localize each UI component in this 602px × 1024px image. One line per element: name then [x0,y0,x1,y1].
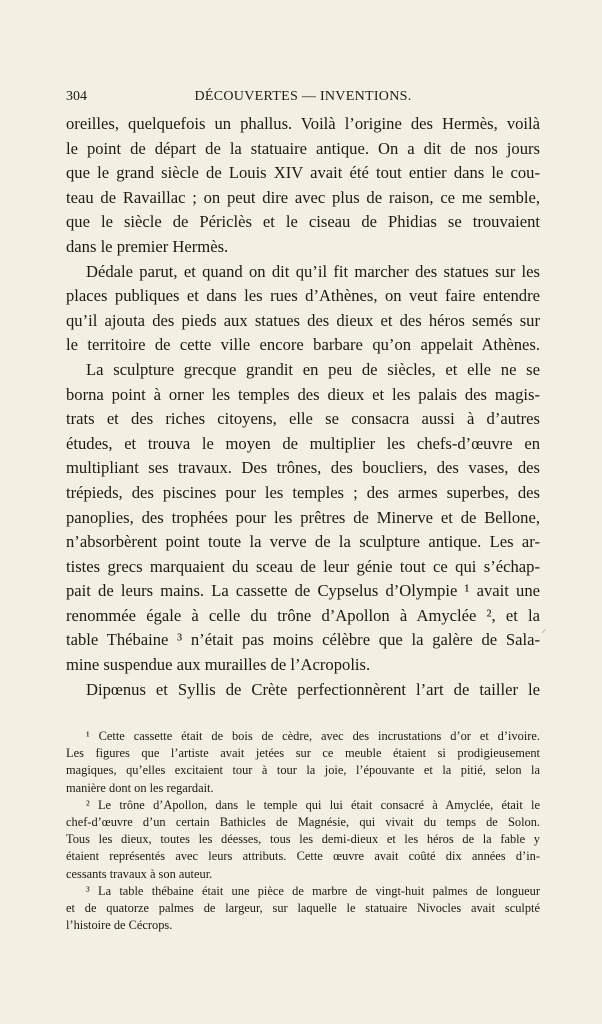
footnote-line: chef-d’œuvre d’un certain Bathicles de Magnésie, qui vivait du temps de Solon. [66,814,540,829]
text-line: études, et trouva le moyen de multiplier les chefs-d’œuvre en [66,433,540,453]
text-line: Dédale parut, et quand on dit qu’il fit marcher des statues sur les [86,261,540,281]
text-line: le point de départ de la statuaire antique. On a dit de nos jours [66,138,540,158]
main-text [66,112,540,702]
page-number: 304 [66,89,87,104]
footnote-line: étaient représentés avec leurs attributs. Cette œuvre avait coûté dix années d’in- [66,849,540,864]
footnote-line: Tous les dieux, toutes les déesses, tous les demi-dieux et les héros de la fable y [66,832,540,847]
text-line: oreilles, quelquefois un phallus. Voilà l’origine des Hermès, voilà [66,114,540,133]
text-line: le territoire de cette ville encore barbare qu’on appelait Athènes. [66,335,540,355]
footnote-line: et de quatorze palmes de largeur, sur laquelle le statuaire Nivocles avait sculpté [66,900,540,915]
footnote-line: ² Le trône d’Apollon, dans le temple qui lui était consacré à Amyclée, était le [86,797,540,812]
text-line: multipliant ses travaux. Des trônes, des boucliers, des vases, des [66,458,540,478]
footnote-line: l’histoire de Cécrops. [66,918,173,933]
text-line: renommée égale à celle du trône d’Apollon à Amyclée ², et la [66,605,540,625]
footnote-line: manière dont on les regardait. [66,780,214,795]
footnote-line: cessants travaux à son auteur. [66,866,213,881]
text-line: que le siècle de Périclès et le ciseau de Phidias se trouvaient [66,212,540,232]
text-line: teau de Ravaillac ; on peut dire avec plus de raison, ce me semble, [66,187,540,207]
text-line: tistes grecs marquaient du sceau de leur génie tout ce qui s’échap- [66,556,540,576]
text-line: Dipœnus et Syllis de Crète perfectionnèrent l’art de tailler le [86,679,540,699]
text-line: trats et des riches citoyens, elle se consacra aussi à d’autres [66,409,540,429]
text-line: panoplies, des trophées pour les prêtres de Minerve et de Bellone, [66,507,540,527]
footnote-line: Les figures que l’artiste avait jetées sur ce meuble étaient si prodigieusement [66,746,540,761]
footnote-line: magiques, qu’elles excitaient tour à tour la joie, l’épouvante et la pitié, selon la [66,763,540,778]
margin-mark: ⸍ [541,628,547,640]
text-line: qu’il ajouta des pieds aux statues des dieux et des héros semés sur [66,310,540,330]
text-line: dans le premier Hermès. [66,236,229,256]
text-line: places publiques et dans les rues d’Athènes, on veut faire entendre [66,286,540,306]
footnote-line: ¹ Cette cassette était de bois de cèdre, avec des incrustations d’or et d’ivoire. [86,729,540,743]
footnote-line: ³ La table thébaine était une pièce de marbre de vingt-huit palmes de longueur [86,883,540,898]
text-line: trépieds, des piscines pour les temples ; des armes superbes, des [66,482,540,502]
footnotes [66,728,540,934]
text-line: La sculpture grecque grandit en peu de siècles, et elle ne se [86,359,540,379]
running-title: DÉCOUVERTES — INVENTIONS. [194,89,412,104]
text-line: n’absorbèrent point toute la verve de la sculpture antique. Les ar- [66,532,540,552]
text-line: borna point à orner les temples des dieux et les palais des magis- [66,384,540,404]
text-line: mine suspendue aux murailles de l’Acropolis. [66,655,371,675]
text-line: pait de leurs mains. La cassette de Cypselus d’Olympie ¹ avait une [66,581,540,601]
text-line: que le grand siècle de Louis XIV avait été tout entier dans le cou- [66,163,540,183]
text-line: table Thébaine ³ n’était pas moins célèbre que la galère de Sala- [66,630,540,650]
page-header [66,88,540,106]
